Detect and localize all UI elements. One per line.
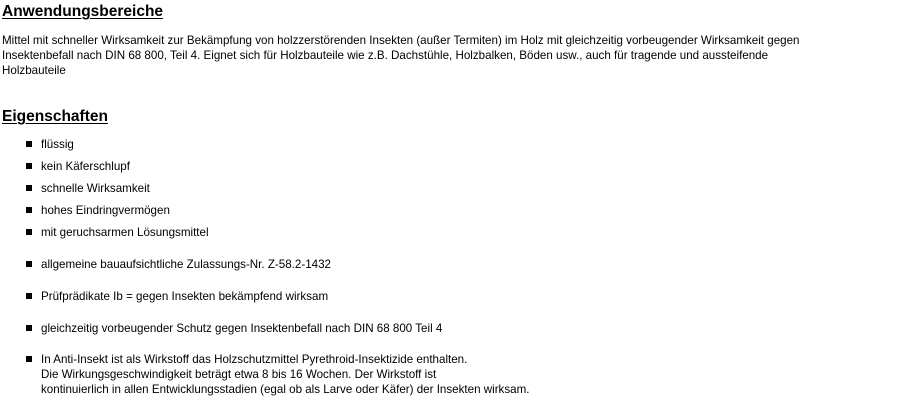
paragraph-line: Mittel mit schneller Wirksamkeit zur Bekämpfung von holzzerstörenden Insekten (außer Termiten) im Holz mit gleichzeitig vorbeugender Wirksamkeit gegen: [2, 34, 800, 47]
bullet-icon: [26, 185, 32, 191]
heading-eigenschaften: Eigenschaften: [2, 108, 108, 125]
list-item-text: [41, 352, 529, 397]
list-item-text: gleichzeitig vorbeugender Schutz gegen Insektenbefall nach DIN 68 800 Teil 4: [41, 322, 443, 335]
list-item-text: allgemeine bauaufsichtliche Zulassungs-Nr. Z-58.2-1432: [41, 258, 332, 271]
list-item-text: schnelle Wirksamkeit: [41, 182, 150, 195]
list-item-text: mit geruchsarmen Lösungsmittel: [41, 226, 209, 239]
heading-anwendungsbereiche: Anwendungsbereiche: [2, 3, 164, 20]
paragraph-line: Holzbauteile: [2, 64, 66, 77]
anwendungsbereiche-paragraph: [2, 33, 902, 78]
bullet-icon: [26, 141, 32, 147]
list-item-text: kein Käferschlupf: [41, 160, 130, 173]
list-item-line: In Anti-Insekt ist als Wirkstoff das Holzschutzmittel Pyrethroid-Insektizide enthalten.: [41, 353, 468, 366]
list-item-text: Prüfprädikate Ib = gegen Insekten bekämpfend wirksam: [41, 290, 329, 303]
list-item-text: flüssig: [41, 138, 74, 151]
bullet-icon: [26, 207, 32, 213]
bullet-icon: [26, 293, 32, 299]
bullet-icon: [26, 325, 32, 331]
bullet-icon: [26, 229, 32, 235]
list-item-text: hohes Eindringvermögen: [41, 204, 170, 217]
list-item-line: kontinuierlich in allen Entwicklungsstadien (egal ob als Larve oder Käfer) der Insekten wirksam.: [41, 383, 530, 396]
bullet-icon: [26, 163, 32, 169]
paragraph-line: Insektenbefall nach DIN 68 800, Teil 4. Eignet sich für Holzbauteile wie z.B. Dachstühle, Holzbalken, Böden usw., auch für tragende und aussteifende: [2, 49, 769, 62]
bullet-icon: [26, 356, 32, 362]
bullet-icon: [26, 261, 32, 267]
list-item-line: Die Wirkungsgeschwindigkeit beträgt etwa 8 bis 16 Wochen. Der Wirkstoff ist: [41, 368, 437, 381]
